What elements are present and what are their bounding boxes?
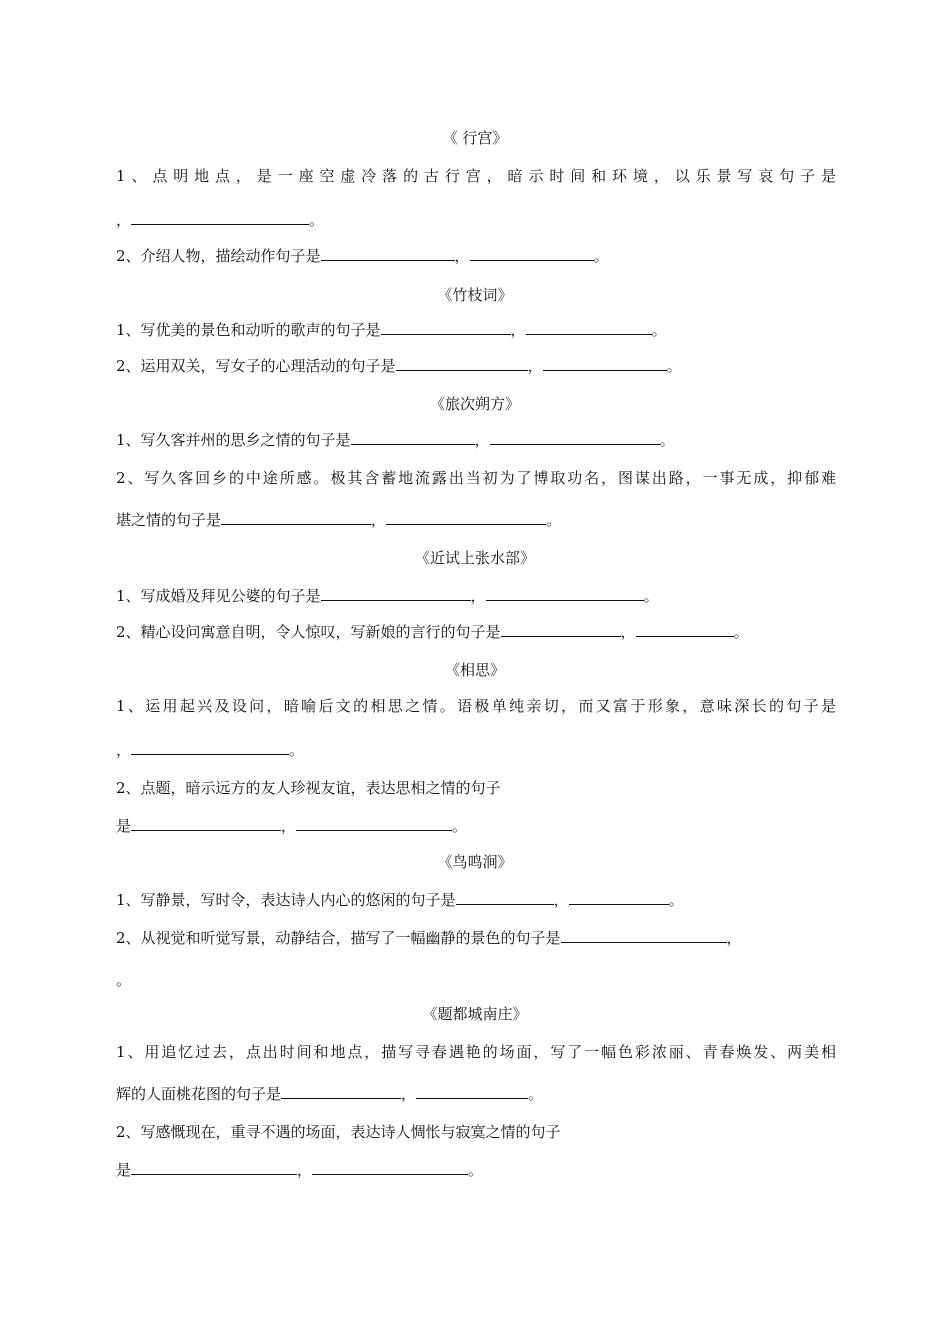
answer-blank[interactable]: [470, 246, 594, 261]
question-text: 2、从视觉和听觉写景，动静结合，描写了一幅幽静的景色的句子是: [116, 929, 561, 947]
question-text: 1、写成婚及拜见公婆的句子是: [116, 587, 321, 605]
question-text: 2、写久客回乡的中途所感。极其含蓄地流露出当初为了博取功名，图谋出路，一事无成，抑郁难: [116, 469, 836, 487]
comma: ，: [474, 431, 490, 449]
answer-blank[interactable]: [636, 622, 734, 637]
section-title: 《 行宫》: [442, 129, 508, 147]
question-text: 1、用追忆过去，点出时间和地点，描写寻春遇艳的场面，写了一幅色彩浓丽、青春焕发、两美相: [116, 1043, 836, 1061]
question-text: 辉的人面桃花图的句子是: [116, 1085, 282, 1103]
question-text: 1、写久客并州的思乡之情的句子是: [116, 431, 351, 449]
period: 。: [452, 817, 468, 835]
answer-blank[interactable]: [131, 210, 309, 225]
answer-blank[interactable]: [490, 430, 660, 445]
section-title: 《相思》: [444, 661, 505, 679]
answer-blank[interactable]: [296, 816, 452, 831]
section-title: 《旅次朔方》: [429, 395, 520, 413]
comma: ，: [510, 321, 526, 339]
answer-blank[interactable]: [351, 430, 475, 445]
answer-blank[interactable]: [526, 320, 652, 335]
period: 。: [546, 511, 562, 529]
question-line: [116, 586, 836, 606]
question-text: 1、点明地点，是一座空虚冷落的古行宫，暗示时间和环境，以乐景写哀句子是: [116, 167, 836, 185]
answer-blank[interactable]: [561, 928, 727, 943]
question-line: [116, 740, 836, 760]
question-text: 2、精心设问寓意自明，令人惊叹，写新娘的言行的句子是: [116, 623, 501, 641]
question-line: [116, 320, 836, 340]
answer-blank[interactable]: [416, 1084, 528, 1099]
section-title: 《竹枝词》: [437, 286, 513, 304]
question-line: [116, 356, 836, 376]
comma: ，: [297, 1161, 313, 1179]
comma: ，: [116, 741, 132, 759]
answer-blank[interactable]: [543, 356, 667, 371]
answer-blank[interactable]: [131, 1160, 297, 1175]
answer-blank[interactable]: [131, 816, 281, 831]
question-line: [116, 210, 836, 230]
period: 。: [643, 587, 659, 605]
question-text: 2、点题，暗示远方的友人珍视友谊，表达思相之情的句子: [116, 779, 501, 797]
answer-blank[interactable]: [396, 356, 528, 371]
comma: ，: [401, 1085, 417, 1103]
question-line: [116, 510, 836, 530]
period: 。: [289, 741, 305, 759]
section-title: 《题都城南庄》: [422, 1005, 528, 1023]
answer-blank[interactable]: [386, 510, 546, 525]
comma: ，: [726, 929, 742, 947]
answer-blank[interactable]: [321, 246, 455, 261]
answer-blank[interactable]: [281, 1084, 401, 1099]
answer-blank[interactable]: [486, 586, 644, 601]
comma: ，: [371, 511, 387, 529]
answer-blank[interactable]: [321, 586, 471, 601]
question-line: [116, 1160, 836, 1180]
comma: ，: [116, 211, 132, 229]
period: 。: [659, 431, 675, 449]
answer-blank[interactable]: [131, 740, 289, 755]
period: 。: [309, 211, 325, 229]
period: 。: [651, 321, 667, 339]
comma: ，: [281, 817, 297, 835]
question-line: [116, 622, 836, 642]
question-line: [116, 816, 836, 836]
period: 。: [116, 971, 132, 989]
question-text: 1、运用起兴及设问，暗喻后文的相思之情。语极单纯亲切，而又富于形象，意味深长的句子是: [116, 697, 836, 715]
answer-blank[interactable]: [569, 890, 669, 905]
comma: ，: [527, 357, 543, 375]
period: 。: [593, 247, 609, 265]
period: 。: [666, 357, 682, 375]
period: 。: [468, 1161, 484, 1179]
comma: ，: [620, 623, 636, 641]
question-text: 2、运用双关，写女子的心理活动的句子是: [116, 357, 396, 375]
answer-blank[interactable]: [456, 890, 554, 905]
answer-blank[interactable]: [501, 622, 621, 637]
answer-blank[interactable]: [381, 320, 511, 335]
question-line: [116, 246, 836, 266]
question-text: 2、写感慨现在，重寻不遇的场面，表达诗人惆怅与寂寞之情的句子: [116, 1123, 561, 1141]
comma: ，: [553, 891, 569, 909]
question-line: [116, 430, 836, 450]
question-text: 是: [116, 817, 132, 835]
question-text: 堪之情的句子是: [116, 511, 222, 529]
answer-blank[interactable]: [312, 1160, 468, 1175]
comma: ，: [470, 587, 486, 605]
question-line: [116, 928, 836, 948]
section-title: 《鸟鸣涧》: [437, 853, 513, 871]
section-title: 《近试上张水部》: [414, 549, 535, 567]
period: 。: [528, 1085, 544, 1103]
answer-blank[interactable]: [221, 510, 371, 525]
period: 。: [733, 623, 749, 641]
question-text: 1、写静景，写时令，表达诗人内心的悠闲的句子是: [116, 891, 456, 909]
question-text: 是: [116, 1161, 132, 1179]
question-line: [116, 970, 836, 990]
comma: ，: [454, 247, 470, 265]
question-line: [116, 1084, 836, 1104]
period: 。: [668, 891, 684, 909]
question-text: 1、写优美的景色和动听的歌声的句子是: [116, 321, 381, 339]
question-line: [116, 890, 836, 910]
question-text: 2、介绍人物，描绘动作句子是: [116, 247, 321, 265]
